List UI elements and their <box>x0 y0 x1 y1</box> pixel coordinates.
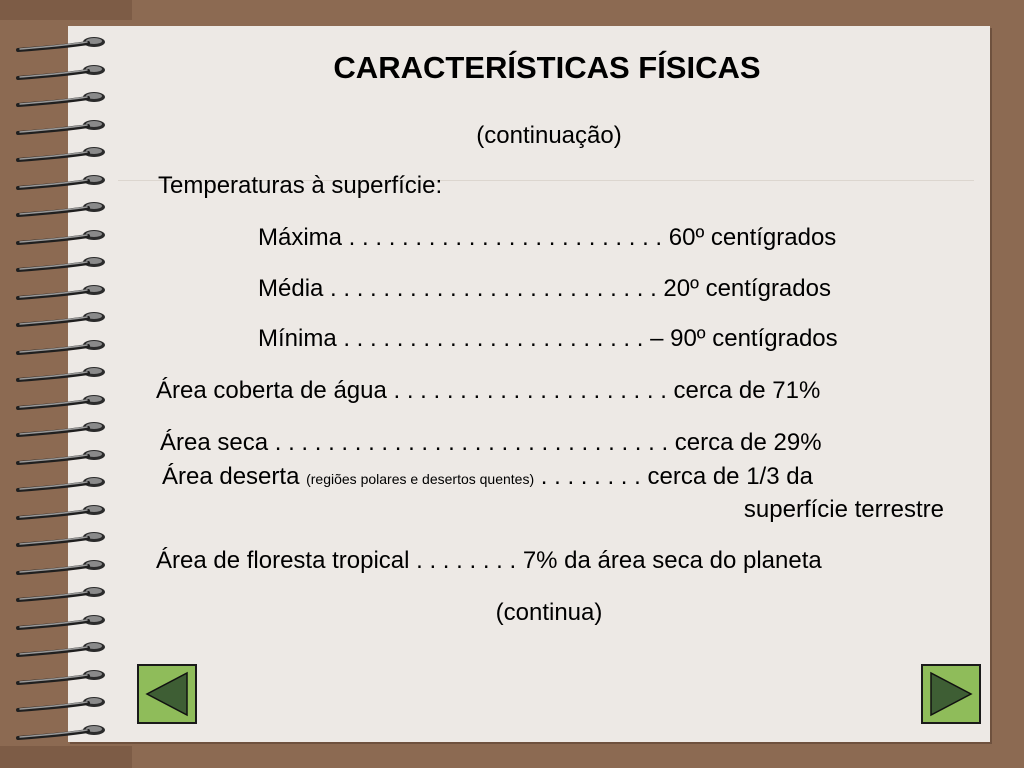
spiral-ring-icon <box>14 474 110 496</box>
spiral-ring-icon <box>14 722 110 744</box>
desert-note: (regiões polares e desertos quentes) <box>306 471 535 487</box>
spiral-ring-icon <box>14 364 110 386</box>
spiral-ring-icon <box>14 254 110 276</box>
temperatures-heading: Temperaturas à superfície: <box>158 172 443 199</box>
row-water-area: Área coberta de água . . . . . . . . . . . . . . . . . . . . . cerca de 71% <box>156 377 821 404</box>
slide-subtitle: (continuação) <box>476 122 622 149</box>
spiral-ring-icon <box>14 502 110 524</box>
spiral-ring-icon <box>14 199 110 221</box>
row-dry-area: Área seca . . . . . . . . . . . . . . . . . . . . . . . . . . . . . . cerca de 29% <box>160 429 822 456</box>
spiral-ring-icon <box>14 392 110 414</box>
triangle-right-icon <box>923 666 979 722</box>
spiral-ring-icon <box>14 639 110 661</box>
row-avg-temperature: Média . . . . . . . . . . . . . . . . . . . . . . . . . 20º centígrados <box>258 275 831 302</box>
previous-slide-button[interactable] <box>137 664 197 724</box>
row-desert-area <box>162 465 813 489</box>
spiral-ring-icon <box>14 557 110 579</box>
spiral-ring-icon <box>14 529 110 551</box>
spiral-ring-icon <box>14 337 110 359</box>
spiral-ring-icon <box>14 419 110 441</box>
spiral-ring-icon <box>14 694 110 716</box>
slide-title: CARACTERÍSTICAS FÍSICAS <box>333 50 761 85</box>
spiral-ring-icon <box>14 89 110 111</box>
slide-footer: (continua) <box>495 599 603 626</box>
spiral-ring-icon <box>14 227 110 249</box>
spiral-ring-icon <box>14 172 110 194</box>
desert-label: Área deserta <box>162 463 300 490</box>
spiral-ring-icon <box>14 309 110 331</box>
spiral-ring-icon <box>14 667 110 689</box>
next-slide-button[interactable] <box>921 664 981 724</box>
triangle-left-icon <box>139 666 195 722</box>
row-max-temperature: Máxima . . . . . . . . . . . . . . . . . . . . . . . . 60º centígrados <box>258 224 837 251</box>
row-min-temperature: Mínima . . . . . . . . . . . . . . . . . . . . . . . – 90º centígrados <box>258 325 838 352</box>
spiral-ring-icon <box>14 447 110 469</box>
binder-band-bottom <box>0 746 132 768</box>
row-forest-area: Área de floresta tropical . . . . . . . . 7% da área seca do planeta <box>156 547 822 574</box>
desert-value: . . . . . . . . cerca de 1/3 da <box>534 463 813 490</box>
spiral-ring-icon <box>14 282 110 304</box>
binder-band-top <box>0 0 132 20</box>
desert-value-line2: superfície terrestre <box>743 496 944 523</box>
